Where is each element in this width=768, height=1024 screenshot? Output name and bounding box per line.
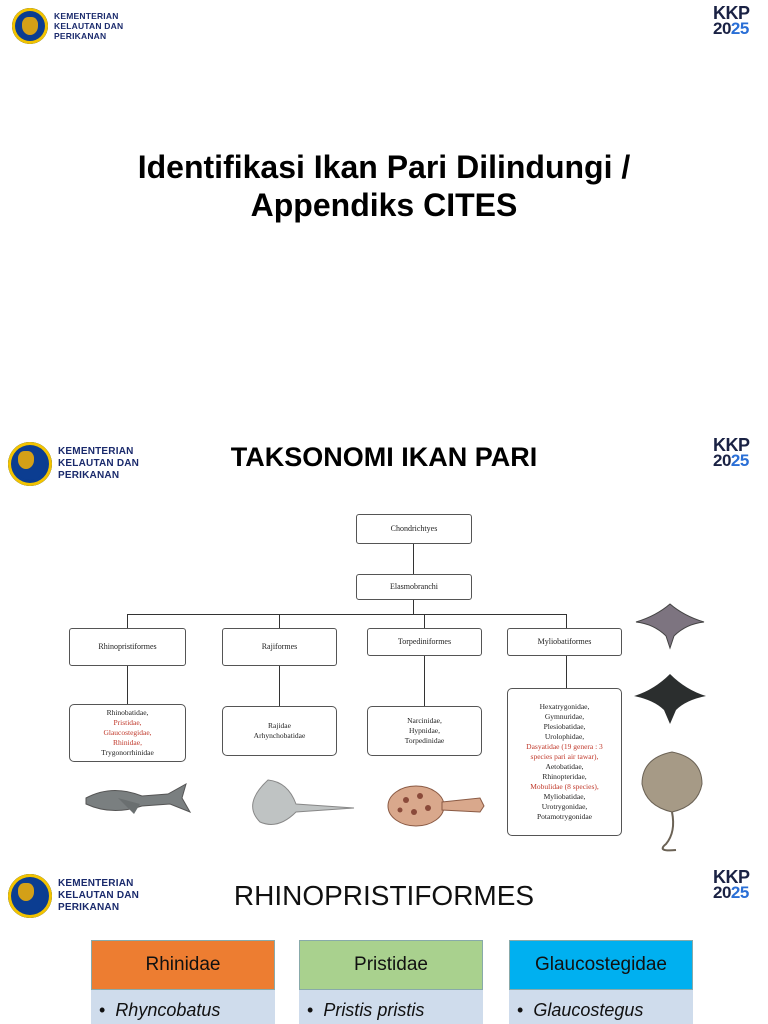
family-name: Potamotrygonidae [537, 812, 592, 821]
kkp2025-logo [713, 3, 750, 38]
genus-name: Glaucostegus [533, 999, 644, 1020]
title-line: Identifikasi Ikan Pari Dilindungi / [137, 149, 631, 185]
card-body [509, 990, 693, 1024]
bullet-icon: • [99, 999, 106, 1020]
year-part: 25 [730, 451, 749, 470]
family-name: Arhynchobatidae [253, 731, 306, 740]
tree-connector [127, 614, 128, 628]
tree-order-node: Rhinopristiformes [69, 628, 186, 666]
family-name: Glaucostegidae, [103, 728, 152, 737]
family-name: Hexatrygonidae, [539, 702, 590, 711]
logo-line: KEMENTERIAN [54, 11, 119, 21]
logo-line: PERIKANAN [58, 902, 120, 913]
family-name: Aetobatidae, [545, 762, 584, 771]
tree-connector [566, 614, 567, 628]
year-part: 20 [713, 883, 731, 902]
title-line: Appendiks CITES [250, 187, 518, 223]
tree-connector [127, 666, 128, 704]
electric-ray-illustration [384, 780, 496, 836]
garuda-emblem-icon [12, 8, 48, 44]
family-name: Pristidae, [113, 718, 142, 727]
family-name: Hypnidae, [408, 726, 441, 735]
kkp-ministry-logo [12, 8, 123, 44]
family-list-rhinopristiformes [69, 704, 186, 762]
tree-order-node: Torpediniformes [367, 628, 482, 656]
family-name: Narcinidae, [407, 716, 442, 725]
family-name: Trygonorrhinidae [101, 748, 154, 757]
kkp-logo-text: KKP [713, 3, 750, 23]
card-body [299, 990, 483, 1024]
tree-connector [424, 656, 425, 706]
skate-illustration [238, 776, 356, 836]
logo-line: KELAUTAN DAN [58, 890, 140, 901]
tree-connector [413, 544, 414, 574]
shark-ray-illustration [82, 776, 194, 826]
kkp-logo-text: KKP [713, 867, 750, 887]
card-header: Pristidae [299, 940, 483, 990]
family-name: Mobulidae (8 species), [530, 782, 599, 791]
year-part: 25 [730, 883, 749, 902]
slide-taxonomy [0, 430, 768, 860]
family-name: Myliobatidae, [543, 792, 586, 801]
family-name: Rajidae [268, 721, 291, 730]
tree-connector [413, 600, 414, 614]
family-list-torpediniformes [367, 706, 482, 756]
family-name: Dasyatidae (19 genera : 3 [526, 742, 603, 751]
family-name: Gymnuridae, [544, 712, 585, 721]
tree-connector [424, 614, 425, 628]
family-name: species pari air tawar), [530, 752, 599, 761]
bullet-icon: • [307, 999, 314, 1020]
family-list-myliobatiformes [507, 688, 622, 836]
family-name: Rhinopteridae, [542, 772, 587, 781]
logo-line: PERIKANAN [54, 31, 107, 41]
logo-line: KEMENTERIAN [58, 878, 134, 889]
year-part: 20 [713, 19, 731, 38]
family-name: Plesiobatidae, [543, 722, 586, 731]
family-list-rajiformes [222, 706, 337, 756]
year-part: 25 [730, 19, 749, 38]
slide-title-text: TAKSONOMI IKAN PARI [230, 442, 538, 472]
tree-connector [279, 666, 280, 706]
family-name: Urotrygonidae, [541, 802, 588, 811]
tree-order-node: Rajiformes [222, 628, 337, 666]
tree-subclass-node: Elasmobranchi [356, 574, 472, 600]
logo-line: KELAUTAN DAN [54, 21, 124, 31]
tree-connector [127, 614, 567, 615]
card-body [91, 990, 275, 1024]
slide-rhinopristiformes [0, 862, 768, 1024]
tree-order-node: Myliobatiformes [507, 628, 622, 656]
family-card-glaucostegidae [509, 940, 693, 1024]
logo-line: KELAUTAN DAN [58, 458, 140, 469]
tree-connector [279, 614, 280, 628]
family-name: Rhinobatidae, [106, 708, 149, 717]
genus-name: Rhyncobatus [115, 999, 221, 1020]
logo-line: PERIKANAN [58, 470, 120, 481]
family-name: Urolophidae, [544, 732, 585, 741]
family-name: Torpedinidae [404, 736, 445, 745]
eagle-ray-illustration [632, 668, 708, 728]
family-card-pristidae [299, 940, 483, 1024]
kkp-logo-text: KKP [713, 435, 750, 455]
genus-name: Pristis pristis [323, 999, 425, 1020]
slide-title-text: RHINOPRISTIFORMES [233, 880, 535, 911]
logo-line: KEMENTERIAN [58, 446, 134, 457]
stingray-illustration [636, 748, 708, 858]
slide-title [0, 0, 768, 395]
card-header: Glaucostegidae [509, 940, 693, 990]
manta-ray-illustration [632, 590, 708, 650]
tree-root-node: Chondrichtyes [356, 514, 472, 544]
slide-title-text [0, 148, 768, 224]
family-card-rhinidae [91, 940, 275, 1024]
card-header: Rhinidae [91, 940, 275, 990]
year-part: 20 [713, 451, 731, 470]
bullet-icon: • [517, 999, 524, 1020]
family-name: Rhinidae, [113, 738, 142, 747]
tree-connector [566, 656, 567, 688]
kkp-logo-year [713, 21, 750, 36]
